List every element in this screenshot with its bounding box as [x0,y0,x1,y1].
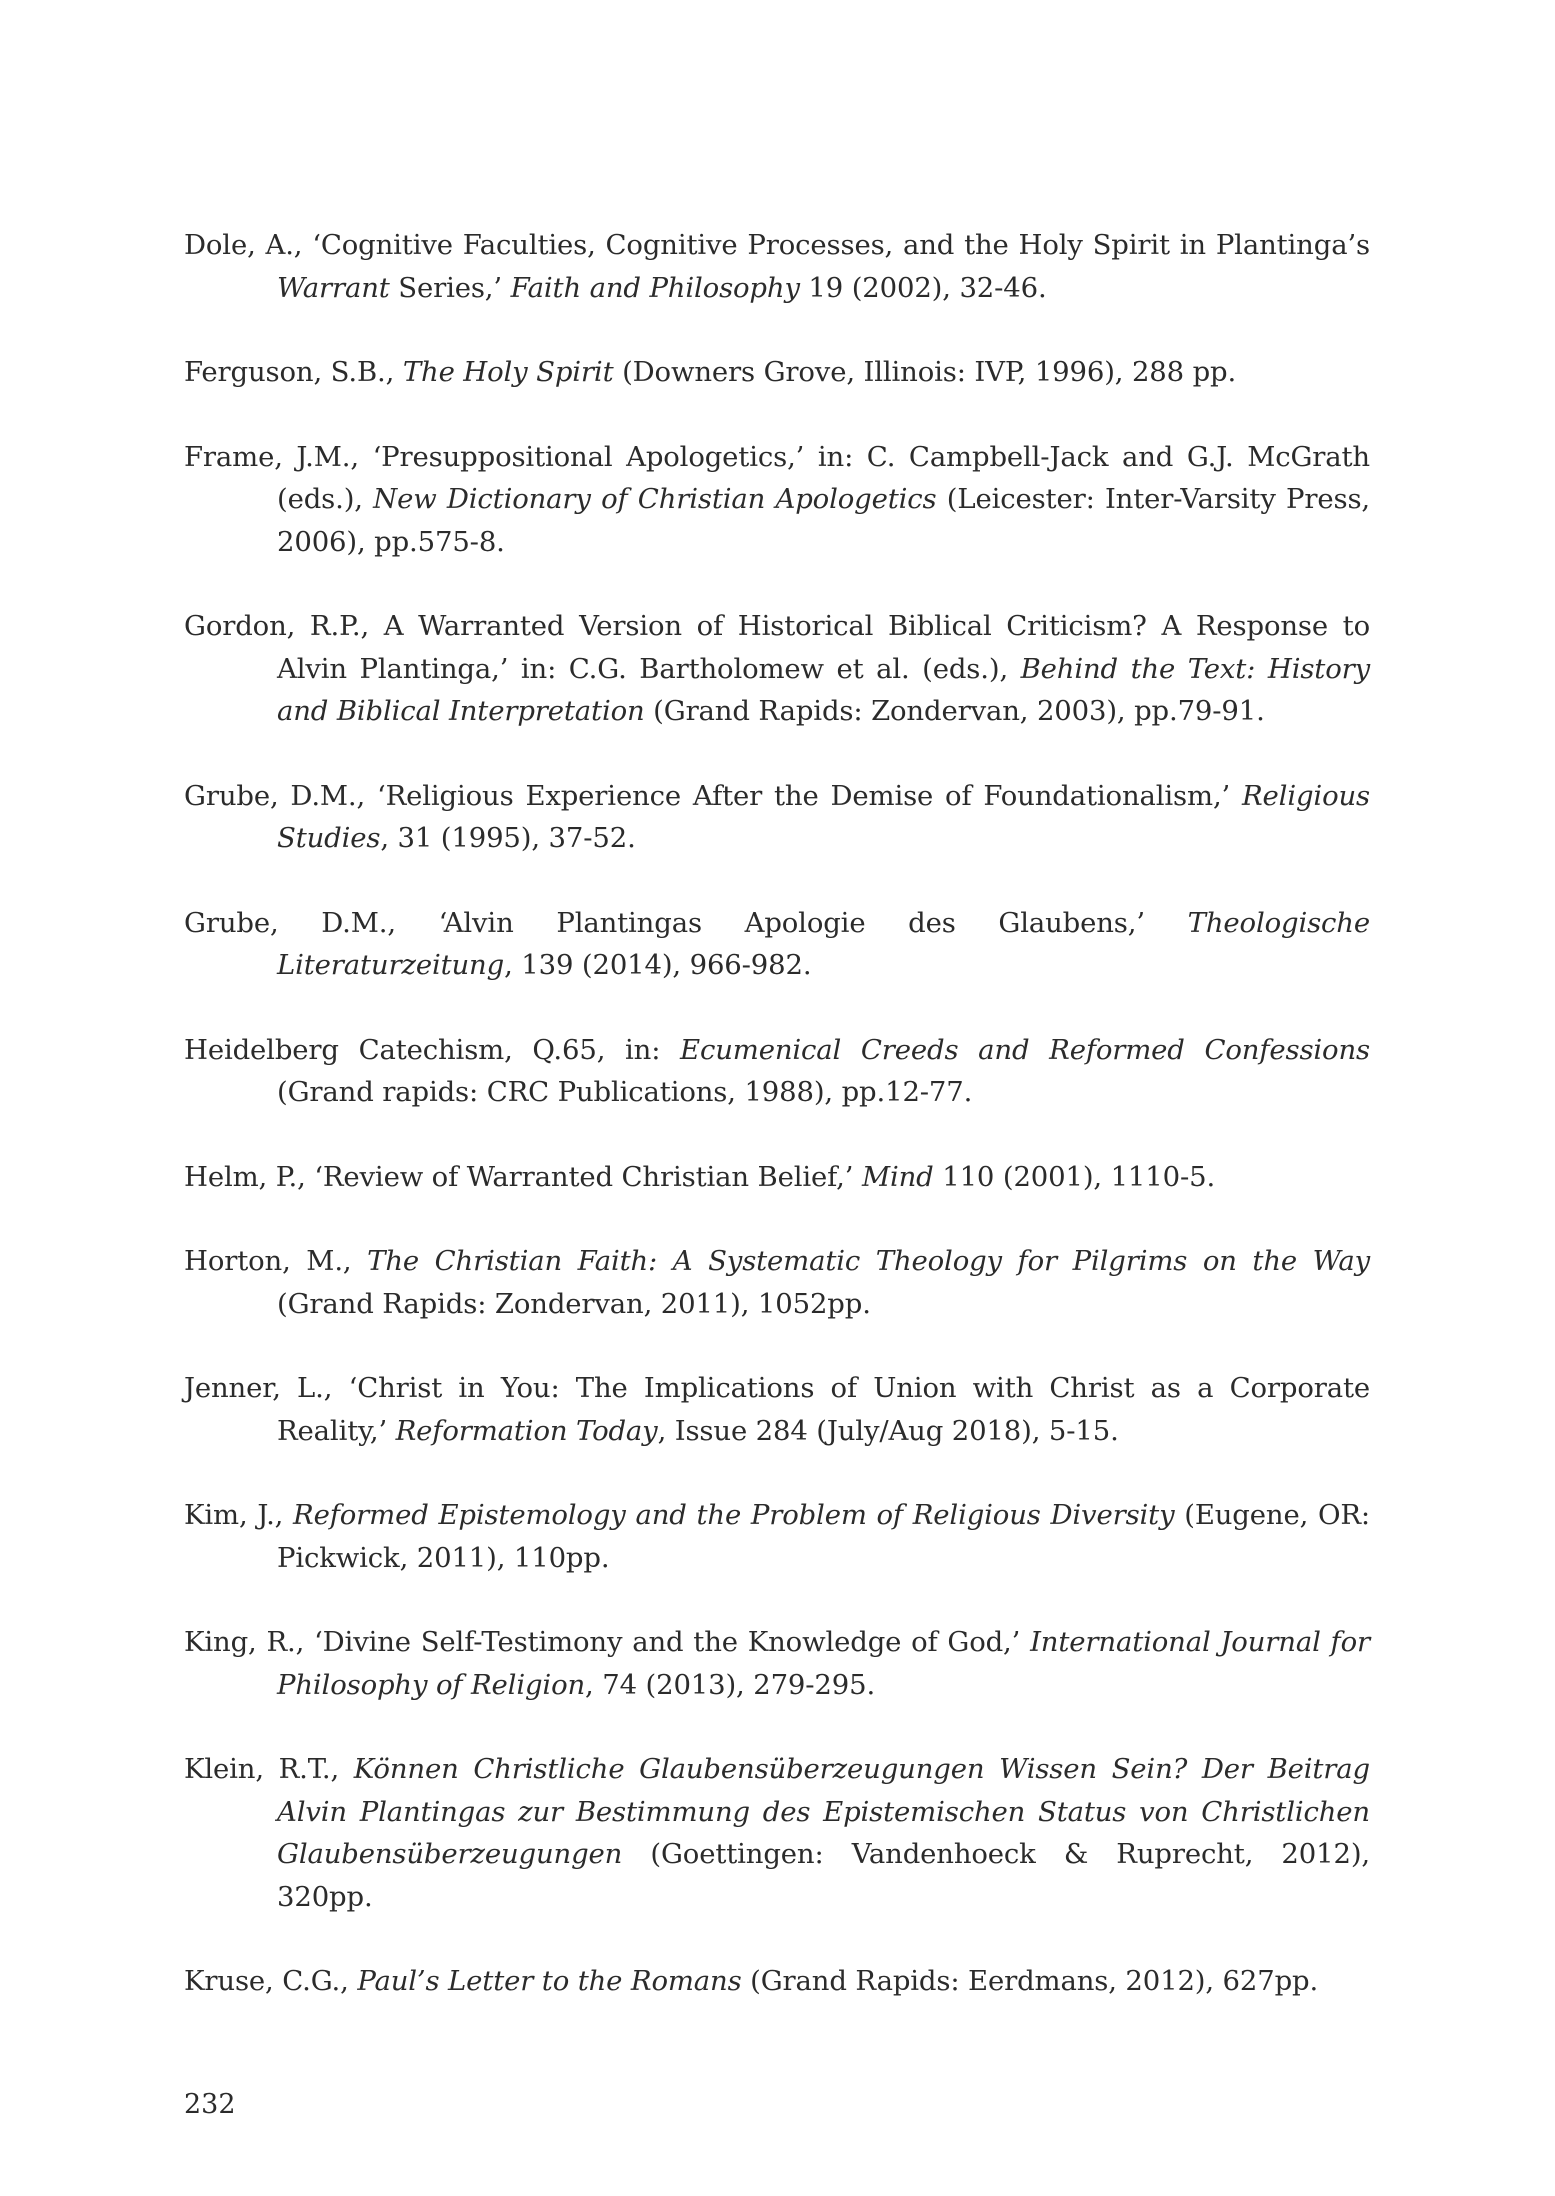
entry-text: Helm, P., ‘Review of Warranted Christian Belief,’ [184,1160,862,1193]
entry-text: (Grand Rapids: Zondervan, 2011), 1052pp. [277,1287,871,1320]
entry-title-italic: Theologische Literaturzeitung [277,906,1370,981]
bibliography-entry [184,1621,1370,1706]
entry-text: Jenner, L., ‘Christ in You: The Implications of Union with Christ as a Corporate Reality,’ [184,1372,1370,1447]
entry-text: Frame, J.M., ‘Presuppositional Apologetics,’ in: C. Campbell-Jack and G.J. McGrath (eds.), [184,440,1370,515]
entry-text: Series,’ [389,271,511,304]
entry-text: Ferguson, S.B., [184,356,403,388]
bibliography-entry [184,1367,1370,1452]
bibliography-entry [184,224,1370,309]
entry-title-italic: Faith and Philosophy [510,271,800,304]
entry-text: (Leicester: Inter-Varsity Press, 2006), pp.575-8. [277,483,1370,558]
bibliography-entry [184,1960,1370,2003]
entry-text: Grube, D.M., ‘Religious Experience After the Demise of Foundationalism,’ [184,779,1242,812]
entry-text: Kruse, C.G., [184,1965,358,1997]
entry-title-italic: Ecumenical Creeds and Reformed Confessions [680,1033,1370,1066]
entry-title-italic: The Holy Spirit [402,356,614,388]
entry-title-italic: Mind [861,1160,934,1193]
bibliography-entry [184,351,1370,394]
entry-text: (Grand Rapids: Eerdmans, 2012), 627pp. [741,1965,1319,1997]
entry-text: , 74 (2013), 279-295. [585,1668,876,1701]
entry-title-italic: Reformation Today [395,1414,658,1447]
entry-text: (Goettingen: Vandenhoeck & Ruprecht, 2012), 320pp. [277,1838,1370,1913]
entry-text: Grube, D.M., ‘Alvin Plantingas Apologie des Glaubens,’ [184,906,1188,939]
entry-text: , Issue 284 (July/Aug 2018), 5-15. [657,1414,1119,1447]
bibliography-entry [184,1748,1370,1918]
entry-title-italic: International Journal for Philosophy of Religion [277,1626,1370,1701]
entry-text: (Grand Rapids: Zondervan, 2003), pp.79-91. [644,695,1265,727]
entry-title-italic: Können Christliche Glaubensüberzeugungen Wissen Sein? Der Beitrag Alvin Plantingas zur Bestimmung des Epistemischen Status von Christlichen Glaubensüberzeugungen [277,1753,1370,1870]
entry-text: (Eugene, OR: Pickwick, 2011), 110pp. [277,1499,1371,1574]
entry-text: (Downers Grove, Illinois: IVP, 1996), 288 pp. [613,356,1237,388]
entry-title-italic: New Dictionary of Christian Apologetics [373,483,937,515]
entry-title-italic: Religious Studies [277,779,1370,854]
entry-text: Kim, J., [184,1499,294,1531]
bibliography-entry [184,1156,1370,1199]
entry-text: 110 (2001), 1110-5. [933,1160,1216,1193]
entry-title-italic: Warrant [277,271,390,304]
bibliography-entry [184,1494,1370,1579]
entry-title-italic: Behind the Text: History and Biblical Interpretation [277,652,1370,727]
entry-text: , 31 (1995), 37-52. [380,822,636,854]
entry-text: , 139 (2014), 966-982. [504,949,812,981]
bibliography-list [184,224,1370,2045]
entry-text: Klein, R.T., [184,1753,354,1785]
bibliography-entry [184,775,1370,860]
entry-text: Dole, A., ‘Cognitive Faculties, Cognitive Processes, and the Holy Spirit in Plantinga’s [184,229,1370,261]
bibliography-entry [184,902,1370,987]
bibliography-entry [184,1029,1370,1114]
entry-text: King, R., ‘Divine Self-Testimony and the Knowledge of God,’ [184,1626,1031,1658]
entry-title-italic: Reformed Epistemology and the Problem of Religious Diversity [293,1499,1175,1531]
entry-title-italic: Paul’s Letter to the Romans [357,1965,742,1997]
bibliography-entry [184,605,1370,733]
entry-text: Gordon, R.P., A Warranted Version of Historical Biblical Criticism? A Response to Alvin Plantinga,’ in: C.G. Bartholomew et al. (eds.), [184,610,1370,685]
entry-text: 19 (2002), 32-46. [799,271,1047,304]
page-number: 232 [184,2089,236,2120]
entry-text: Heidelberg Catechism, Q.65, in: [184,1033,681,1066]
bibliography-entry [184,1240,1370,1325]
entry-text: Horton, M., [184,1245,368,1277]
entry-title-italic: The Christian Faith: A Systematic Theology for Pilgrims on the Way [367,1245,1370,1277]
bibliography-entry [184,436,1370,564]
entry-text: (Grand rapids: CRC Publications, 1988), pp.12-77. [277,1076,973,1108]
